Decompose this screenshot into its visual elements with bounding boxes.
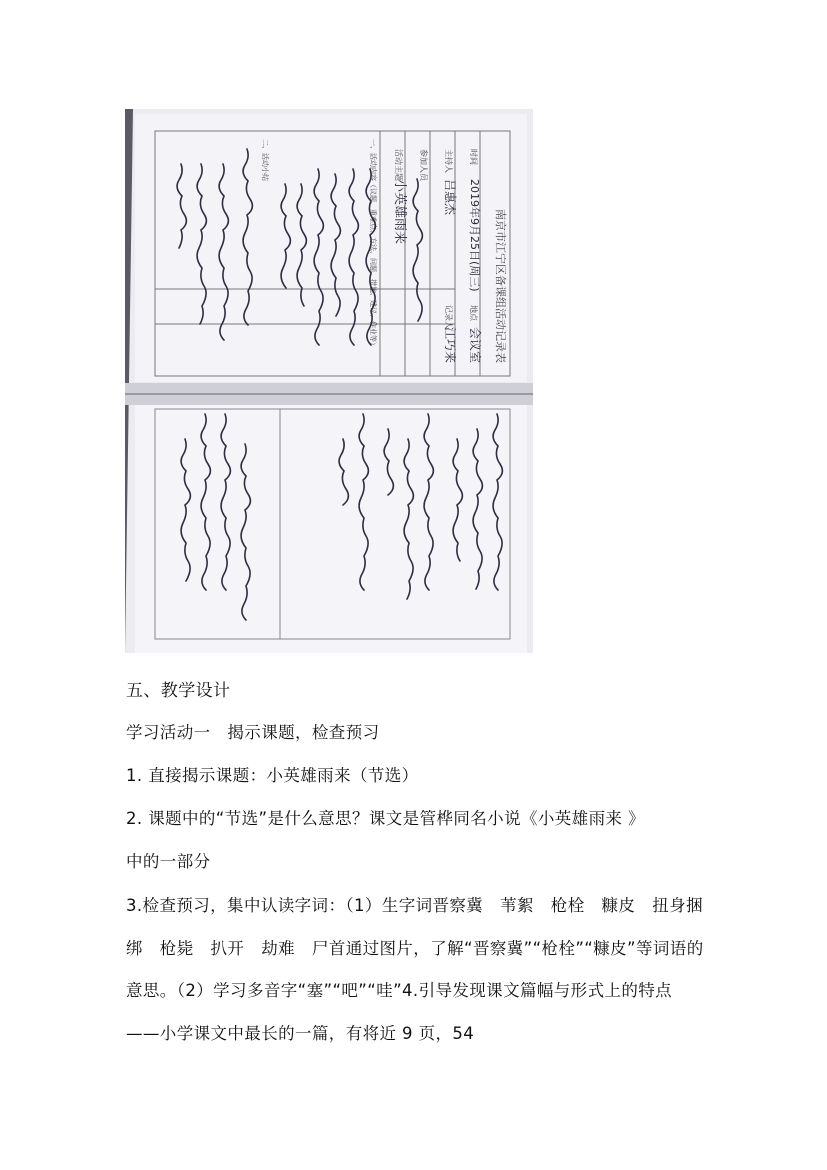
field-location-label: 地点 xyxy=(469,305,478,321)
item-2-line-1: 2. 课题中的“节选”是什么意思？课文是管桦同名小说《小英雄雨来 》 xyxy=(126,809,645,828)
hand-time: 2019年9月25日(周三) xyxy=(468,179,481,292)
field-topic-label: 活动主题 xyxy=(394,149,403,181)
activity-title: 学习活动一 揭示课题，检查预习 xyxy=(126,723,380,742)
hand-location: 会议室 xyxy=(468,327,482,364)
field-participants-label: 参加人员 xyxy=(419,149,428,181)
section-heading: 五、教学设计 xyxy=(126,681,231,701)
notebook-photo-drawing xyxy=(125,109,533,653)
field-time-label: 时间 xyxy=(469,149,478,165)
hand-host: 吕惠杰 xyxy=(443,179,457,216)
section-note2-label: 二、活动小结 xyxy=(261,139,269,181)
notebook-photo xyxy=(125,109,533,653)
section-note-label: 一、活动内容（议题、重难点、方法、问题、措施、建议、作业等） xyxy=(369,139,377,349)
item-3-paragraph: 3.检查预习，集中认读字词：（1）生字词晋察冀 苇絮 枪栓 糠皮 扭身捆绑 枪毙 扒开 劫难 尸首通过图片，了解“晋察冀”“枪栓”“糠皮”等词语的意思。（2）学习多音字“塞”“吧”“哇”4.引导发现课文篇幅与形式上的特点 ——小学课文中最长的一篇，有将近 9 页，54 xyxy=(126,896,704,1043)
field-host-label: 主持人 xyxy=(444,149,453,173)
field-recorder-label: 记录人 xyxy=(444,305,453,329)
item-1: 1. 直接揭示课题：小英雄雨来（节选） xyxy=(126,766,419,785)
hand-recorder: 江巧来 xyxy=(443,327,457,364)
item-2-line-2: 中的一部分 xyxy=(126,852,211,871)
hand-topic: 小英雄雨来 xyxy=(392,179,407,245)
form-title: 南京市江宁区备课组活动记录表 xyxy=(494,209,507,363)
